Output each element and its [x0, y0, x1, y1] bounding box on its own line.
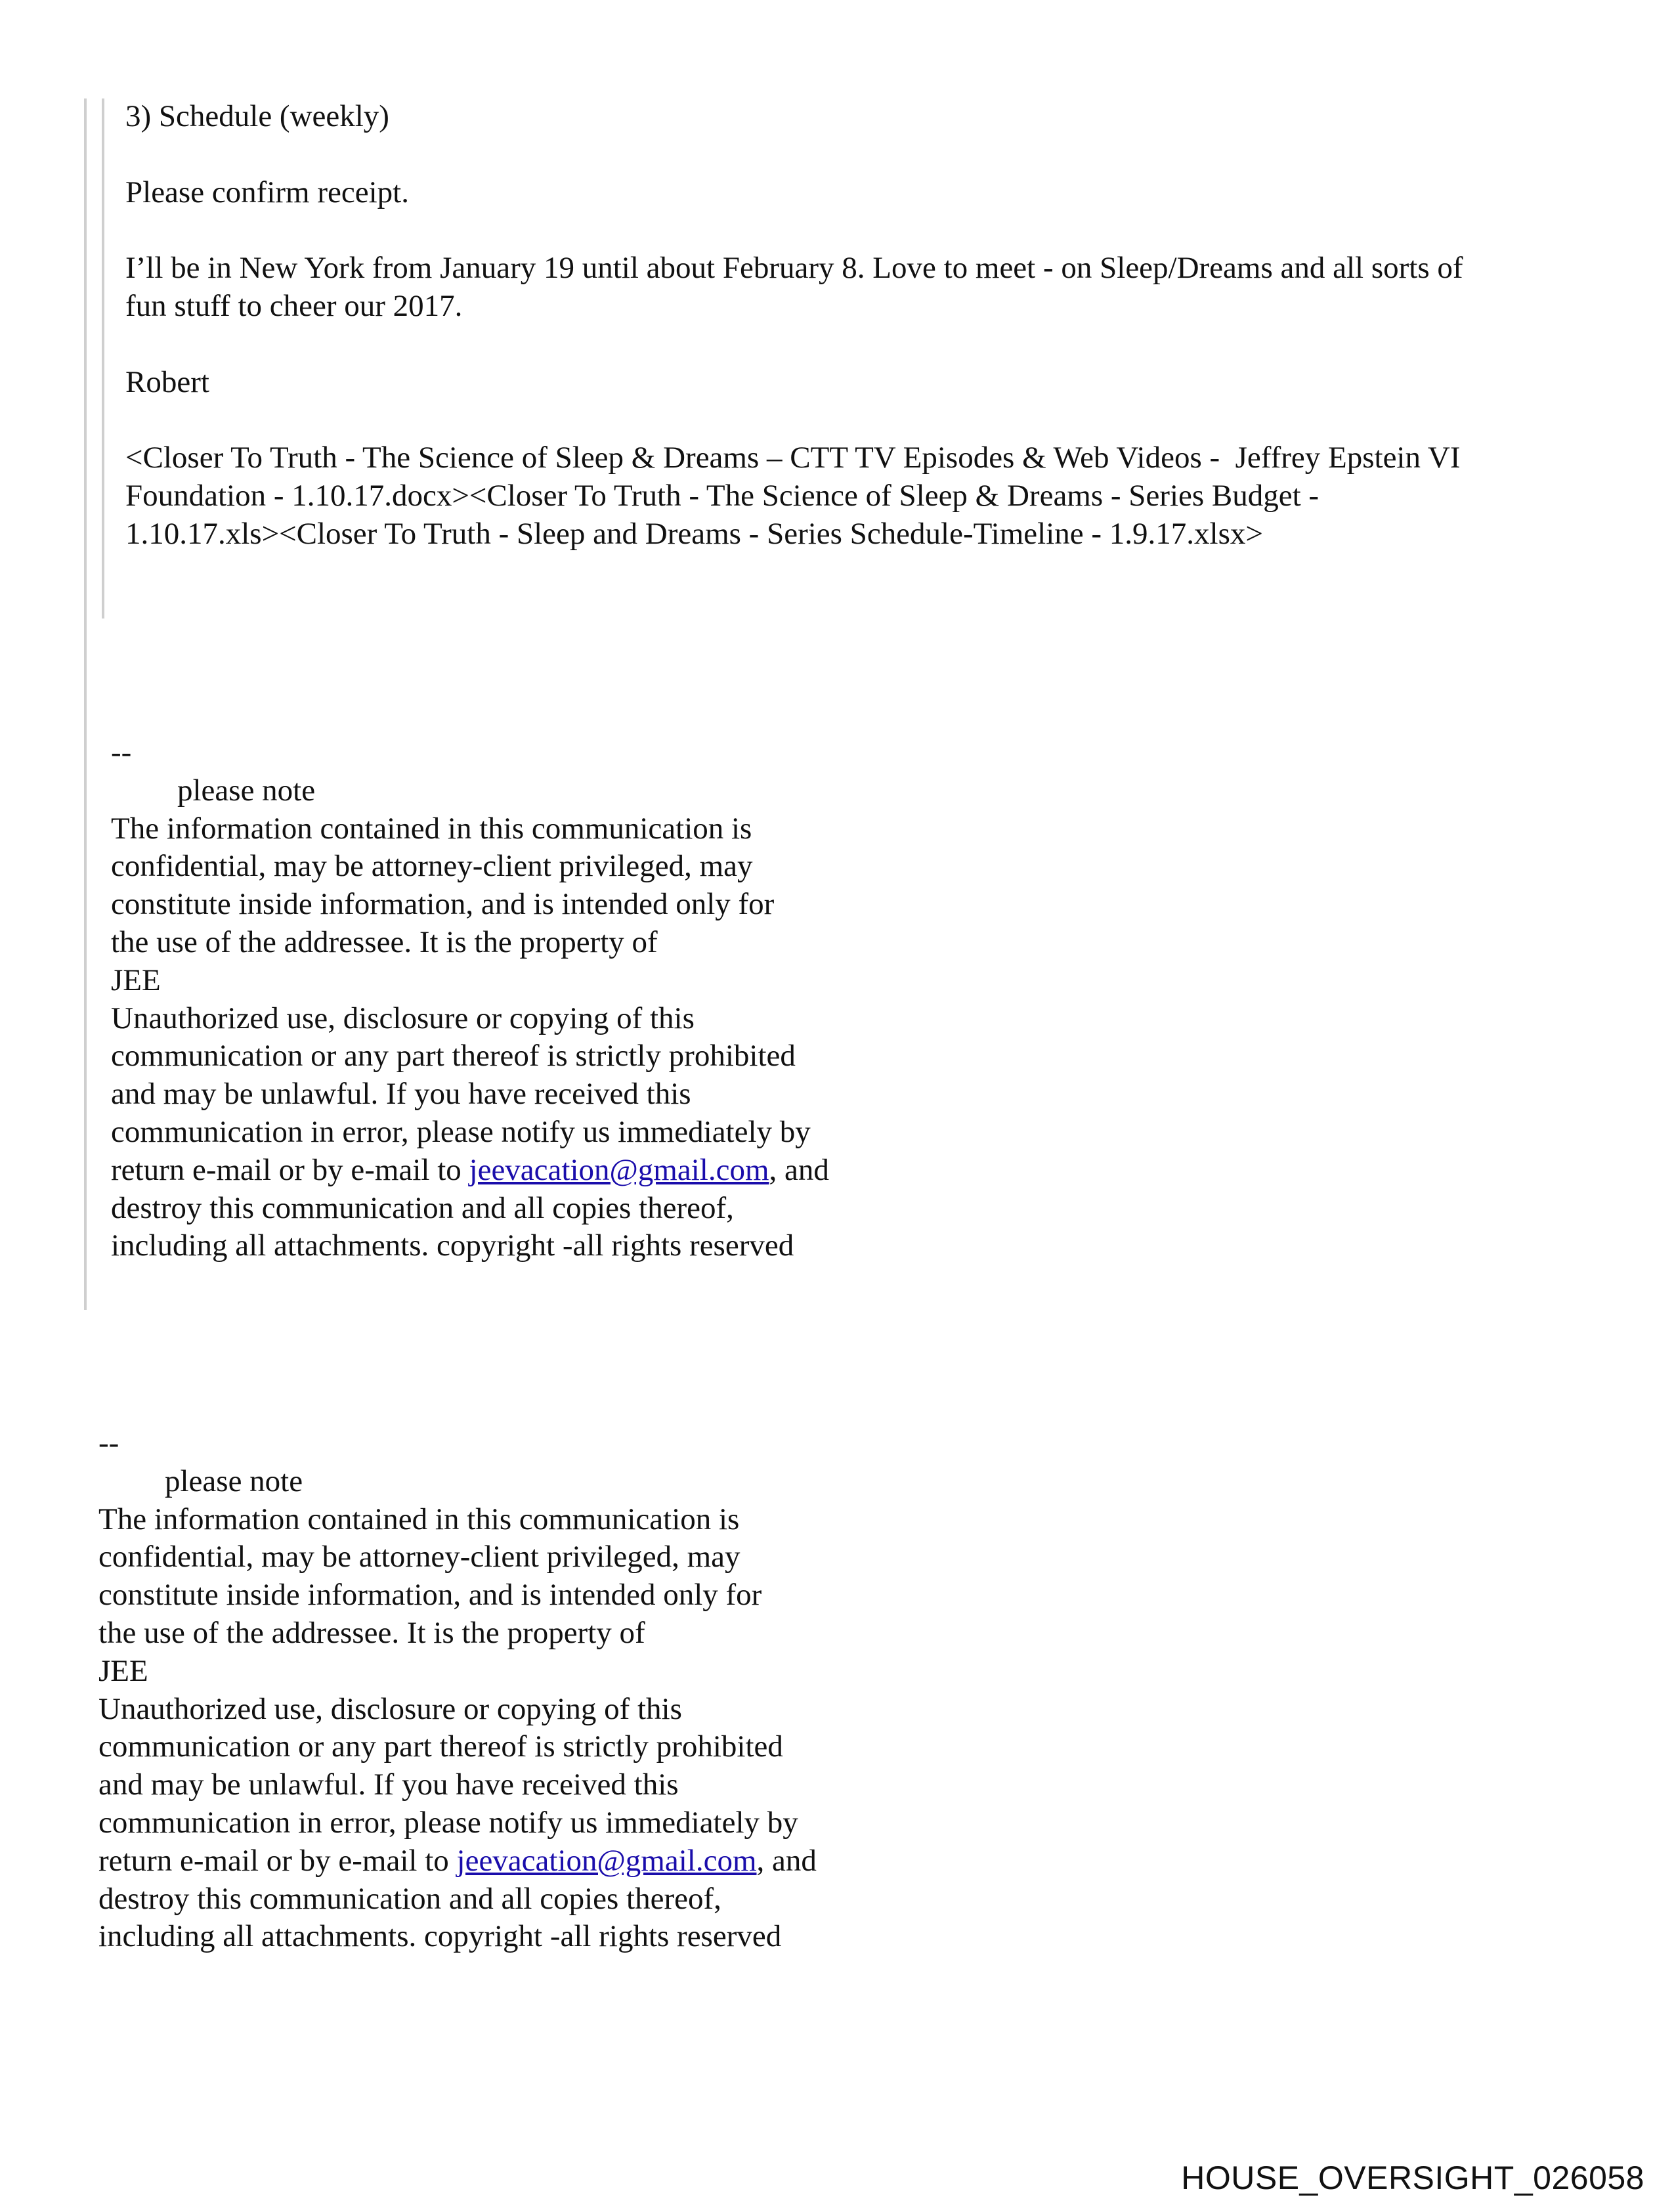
paragraph-gap — [125, 326, 1463, 364]
disclaimer-heading: please note — [177, 773, 316, 808]
text-line: confidential, may be attorney-client privileged, may — [111, 849, 753, 884]
quoted-email-body — [125, 98, 1463, 553]
text-line: communication in error, please notify us immediately by — [98, 1805, 798, 1840]
text-line: communication or any part thereof is strictly prohibited — [111, 1039, 796, 1073]
text-line: and may be unlawful. If you have received this — [98, 1767, 679, 1802]
text: return e-mail or by e-mail to — [111, 1152, 469, 1187]
disclaimer-1 — [111, 734, 829, 1265]
text: return e-mail or by e-mail to — [98, 1843, 457, 1878]
text-line: constitute inside information, and is intended only for — [98, 1578, 762, 1613]
email-link[interactable]: jeevacation@gmail.com — [456, 1843, 757, 1878]
separator: -- — [98, 1426, 119, 1460]
text-line: destroy this communication and all copies thereof, — [111, 1190, 734, 1225]
email-line — [98, 1842, 817, 1880]
text-line: and may be unlawful. If you have received this — [111, 1077, 691, 1112]
text-line: constitute inside information, and is intended only for — [111, 887, 775, 922]
disclaimer-heading: please note — [165, 1464, 303, 1498]
text-line: the use of the addressee. It is the property of — [111, 924, 658, 959]
text-line: the use of the addressee. It is the property of — [98, 1615, 645, 1650]
paragraph-gap — [125, 136, 1463, 174]
separator: -- — [111, 735, 132, 770]
signature: Robert — [125, 364, 209, 399]
text-line: JEE — [111, 963, 161, 997]
text: , and — [769, 1152, 829, 1187]
text-line: destroy this communication and all copies thereof, — [98, 1881, 721, 1916]
paragraph-gap — [125, 401, 1463, 439]
text-line: The information contained in this communication is — [111, 811, 752, 846]
text-line: Please confirm receipt. — [125, 175, 409, 209]
attachment-line: Foundation - 1.10.17.docx><Closer To Truth - The Science of Sleep & Dreams - Series Budget - — [125, 478, 1320, 513]
email-link[interactable]: jeevacation@gmail.com — [469, 1152, 769, 1187]
text-line: fun stuff to cheer our 2017. — [125, 288, 463, 323]
text-line: The information contained in this communication is — [98, 1502, 740, 1536]
text-line: Unauthorized use, disclosure or copying of this — [111, 1001, 695, 1035]
attachment-line: <Closer To Truth - The Science of Sleep & Dreams – CTT TV Episodes & Web Videos - Jeffrey Epstein VI — [125, 441, 1461, 475]
paragraph-gap — [125, 211, 1463, 249]
text-line: 3) Schedule (weekly) — [125, 99, 389, 133]
text-line: communication in error, please notify us immediately by — [111, 1114, 811, 1149]
quote-bar-outer — [84, 98, 87, 1310]
text-line: communication or any part thereof is strictly prohibited — [98, 1729, 783, 1764]
text-line: including all attachments. copyright -all rights reserved — [111, 1228, 794, 1263]
attachment-line: 1.10.17.xls><Closer To Truth - Sleep and Dreams - Series Schedule-Timeline - 1.9.17.xlsx> — [125, 516, 1263, 551]
text-line: I’ll be in New York from January 19 until about February 8. Love to meet - on Sleep/Dreams and all sorts of — [125, 251, 1463, 286]
bates-number: HOUSE_OVERSIGHT_026058 — [1181, 2159, 1644, 2196]
text: , and — [756, 1843, 817, 1878]
text-line: JEE — [98, 1653, 148, 1688]
disclaimer-2 — [98, 1425, 817, 1956]
text-line: Unauthorized use, disclosure or copying of this — [98, 1691, 682, 1726]
text-line: including all attachments. copyright -all rights reserved — [98, 1919, 782, 1954]
email-line — [111, 1152, 829, 1190]
text-line: confidential, may be attorney-client privileged, may — [98, 1540, 740, 1574]
quote-bar-inner — [102, 98, 104, 618]
